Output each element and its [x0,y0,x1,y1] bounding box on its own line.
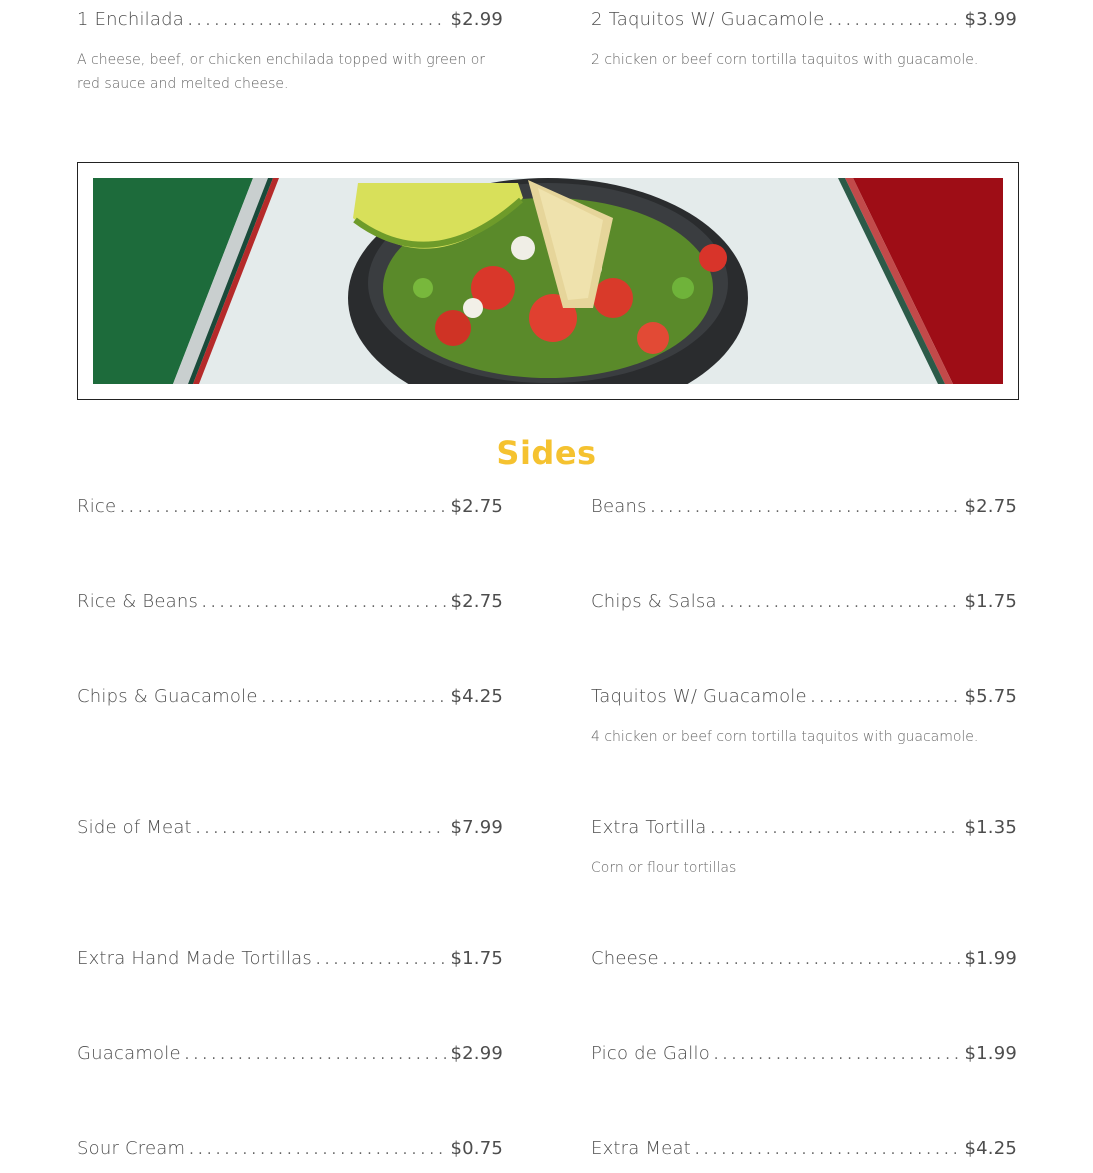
section-title-sides: Sides [496,434,597,472]
dot-leader [189,1139,446,1161]
dot-leader [185,1044,447,1066]
menu-item-price: $1.99 [964,948,1017,969]
dot-leader [316,949,447,971]
menu-item-name: 1 Enchilada [77,9,184,30]
side-item-taquitos-guacamole [591,686,1017,749]
menu-item-name: Rice [77,496,117,517]
menu-item-price: $2.75 [964,496,1017,517]
side-item-hand-made-tortillas [77,948,503,971]
salsa-banner-image [93,178,1003,384]
side-item-pico-de-gallo [591,1043,1017,1066]
menu-item-name: Chips & Guacamole [77,686,258,707]
menu-item-name: Side of Meat [77,817,192,838]
menu-item-name: Extra Tortilla [591,817,707,838]
dot-leader [721,592,961,614]
dot-leader [262,687,447,709]
menu-item-1-enchilada [77,9,503,96]
dot-leader [188,10,447,32]
menu-item-name: Cheese [591,948,659,969]
menu-item-price: $7.99 [450,817,503,838]
side-item-cheese [591,948,1017,971]
menu-item-row [591,9,1017,32]
menu-item-price: $3.99 [964,9,1017,30]
menu-item-description: 4 chicken or beef corn tortilla taquitos with guacamole. [591,729,979,745]
menu-item-name: Pico de Gallo [591,1043,710,1064]
menu-item-price: $2.75 [450,591,503,612]
menu-item-2-taquitos [591,9,1017,72]
menu-item-row [77,9,503,32]
menu-item-name: Sour Cream [77,1138,186,1159]
side-item-rice [77,496,503,519]
dot-leader [651,497,961,519]
side-item-guacamole [77,1043,503,1066]
dot-leader [695,1139,961,1161]
menu-item-name: Rice & Beans [77,591,199,612]
menu-item-name: Guacamole [77,1043,181,1064]
dot-leader [828,10,960,32]
side-item-rice-beans [77,591,503,614]
side-item-chips-guacamole [77,686,503,709]
menu-item-name: 2 Taquitos W/ Guacamole [591,9,825,30]
menu-item-name: Taquitos W/ Guacamole [591,686,807,707]
menu-item-price: $1.35 [964,817,1017,838]
side-item-extra-meat [591,1138,1017,1161]
menu-item-price: $2.99 [450,9,503,30]
side-item-sour-cream [77,1138,503,1161]
menu-item-price: $1.75 [964,591,1017,612]
dot-leader [202,592,446,614]
menu-item-name: Chips & Salsa [591,591,717,612]
menu-item-price: $2.99 [450,1043,503,1064]
side-item-side-of-meat [77,817,503,840]
menu-item-description: 2 chicken or beef corn tortilla taquitos with guacamole. [591,52,979,68]
dot-leader [714,1044,961,1066]
menu-item-name: Extra Hand Made Tortillas [77,948,312,969]
menu-item-price: $5.75 [964,686,1017,707]
side-item-extra-tortilla [591,817,1017,880]
menu-item-price: $0.75 [450,1138,503,1159]
menu-item-description: A cheese, beef, or chicken enchilada topped with green or red sauce and melted cheese. [77,52,486,92]
dot-leader [663,949,961,971]
menu-item-price: $4.25 [964,1138,1017,1159]
menu-item-name: Beans [591,496,647,517]
salsa-bowl-illustration [93,178,1003,384]
banner-frame [77,162,1019,400]
menu-item-price: $1.75 [450,948,503,969]
dot-leader [120,497,446,519]
dot-leader [710,818,960,840]
dot-leader [196,818,447,840]
dot-leader [811,687,961,709]
menu-item-price: $2.75 [450,496,503,517]
side-item-chips-salsa [591,591,1017,614]
side-item-beans [591,496,1017,519]
menu-item-price: $4.25 [450,686,503,707]
menu-item-name: Extra Meat [591,1138,691,1159]
menu-item-description: Corn or flour tortillas [591,860,737,876]
menu-item-price: $1.99 [964,1043,1017,1064]
